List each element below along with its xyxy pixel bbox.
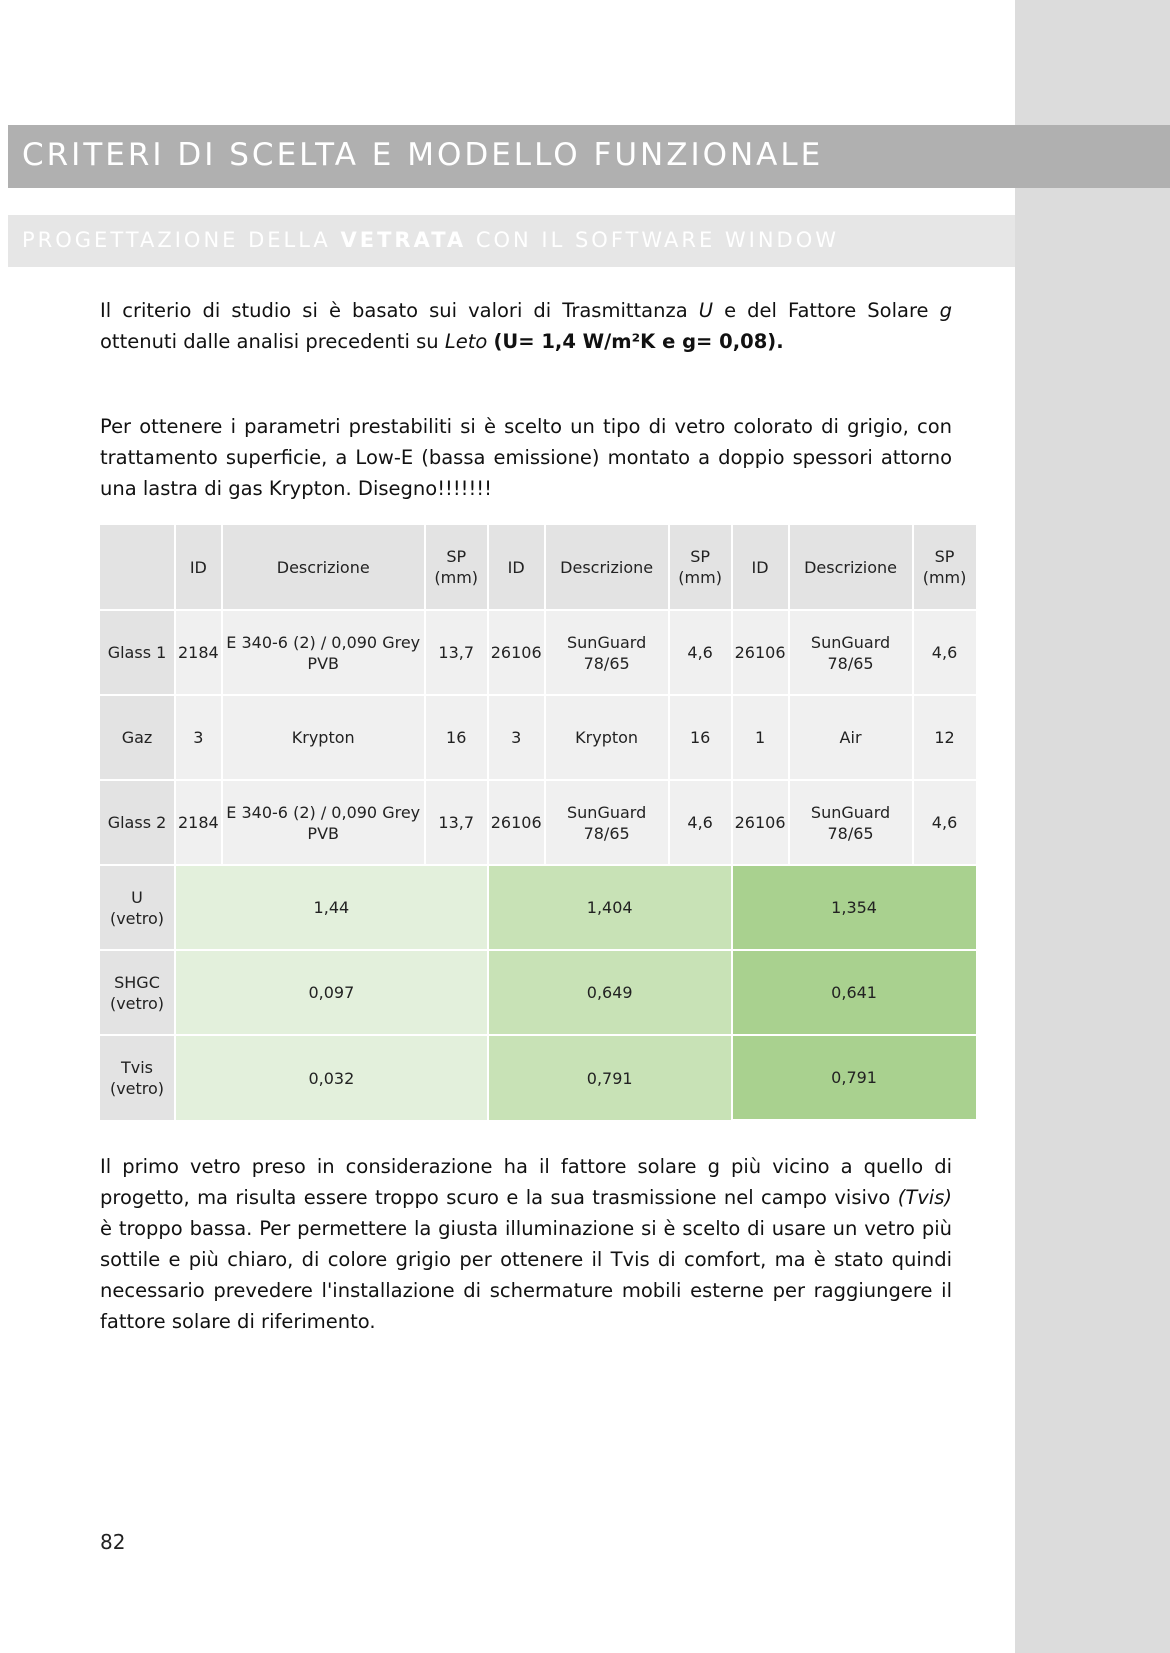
result-cell: 1,44 — [175, 865, 488, 950]
table-cell: 26106 — [732, 780, 789, 865]
table-cell: SunGuard 78/65 — [545, 610, 669, 695]
result-cell: 1,404 — [488, 865, 732, 950]
table-cell: 26106 — [488, 610, 545, 695]
intro-text-2: e del Fattore Solare — [713, 299, 940, 322]
header-cell — [100, 525, 175, 610]
intro-target-values: (U= 1,4 W/m²K e g= 0,08). — [493, 330, 784, 353]
header-cell: ID — [488, 525, 545, 610]
result-cell: 0,032 — [175, 1035, 488, 1120]
right-sidebar-band — [1015, 0, 1170, 1653]
table-header-row — [100, 525, 976, 610]
page-number: 82 — [100, 1530, 126, 1554]
glass-choice-paragraph: Per ottenere i parametri prestabiliti si è scelto un tipo di vetro colorato di grigio, con trattamento superficie, a Low-E (bassa emissione) montato a doppio spessori attorno una lastra di gas Krypton. Disegno!!!!!!! — [100, 415, 952, 500]
header-cell: ID — [175, 525, 222, 610]
table-cell: E 340-6 (2) / 0,090 Grey PVB — [222, 780, 425, 865]
table-cell: 12 — [913, 695, 976, 780]
section-title-bold: VETRATA — [340, 228, 467, 252]
result-cell: 1,354 — [732, 865, 976, 950]
conclusion-text-2: è troppo bassa. Per permettere la giusta illuminazione si è scelto di usare un vetro più sottile e più chiaro, di colore grigio per ottenere il Tvis di comfort, ma è stato quindi necessario prevedere l'installazione di schermature mobili esterne per raggiungere il fattore solare di riferimento. — [100, 1217, 952, 1333]
conclusion-tvis: (Tvis) — [897, 1186, 952, 1209]
intro-g-symbol: g — [939, 299, 952, 322]
table-cell: 16 — [425, 695, 488, 780]
conclusion-text-1: Il primo vetro preso in considerazione ha il fattore solare g più vicino a quello di progetto, ma risulta essere troppo scuro e la sua trasmissione nel campo visivo — [100, 1155, 952, 1209]
table-cell: 13,7 — [425, 610, 488, 695]
section-header-band — [8, 215, 1015, 267]
table-cell: SunGuard 78/65 — [789, 610, 913, 695]
header-cell: SP (mm) — [425, 525, 488, 610]
header-cell: Descrizione — [545, 525, 669, 610]
result-cell: 0,791 — [732, 1035, 976, 1120]
table-cell: Air — [789, 695, 913, 780]
row-label: Glass 1 — [100, 610, 175, 695]
header-cell: SP (mm) — [669, 525, 732, 610]
row-label: Tvis (vetro) — [100, 1035, 175, 1120]
intro-paragraph — [100, 295, 952, 357]
table-cell: 3 — [488, 695, 545, 780]
table-cell: 4,6 — [913, 780, 976, 865]
intro-text-1: Il criterio di studio si è basato sui valori di Trasmittanza — [100, 299, 699, 322]
result-cell: 0,097 — [175, 950, 488, 1035]
table-row — [100, 695, 976, 780]
header-cell: Descrizione — [789, 525, 913, 610]
intro-leto: Leto — [444, 330, 488, 353]
table-row — [100, 780, 976, 865]
table-cell: 16 — [669, 695, 732, 780]
intro-u-symbol: U — [698, 299, 714, 322]
row-label: Glass 2 — [100, 780, 175, 865]
header-cell: Descrizione — [222, 525, 425, 610]
result-row-shgc — [100, 950, 976, 1035]
table-cell: E 340-6 (2) / 0,090 Grey PVB — [222, 610, 425, 695]
row-label: SHGC (vetro) — [100, 950, 175, 1035]
table-cell: 3 — [175, 695, 222, 780]
chapter-title: CRITERI DI SCELTA E MODELLO FUNZIONALE — [22, 137, 824, 173]
table-cell: SunGuard 78/65 — [545, 780, 669, 865]
table-cell: 13,7 — [425, 780, 488, 865]
section-title — [22, 228, 839, 252]
table-cell: 1 — [732, 695, 789, 780]
table-cell: 26106 — [732, 610, 789, 695]
conclusion-paragraph — [100, 1151, 952, 1337]
glass-comparison-table — [100, 525, 976, 1121]
table-cell: 4,6 — [669, 610, 732, 695]
result-cell: 0,649 — [488, 950, 732, 1035]
result-cell: 0,791 — [488, 1035, 732, 1120]
table-cell: 2184 — [175, 780, 222, 865]
table-cell: 26106 — [488, 780, 545, 865]
table-cell: Krypton — [222, 695, 425, 780]
section-title-pre: PROGETTAZIONE DELLA — [22, 228, 341, 252]
header-cell: ID — [732, 525, 789, 610]
table-cell: Krypton — [545, 695, 669, 780]
table-cell: 2184 — [175, 610, 222, 695]
table-cell: SunGuard 78/65 — [789, 780, 913, 865]
row-label: Gaz — [100, 695, 175, 780]
header-cell: SP (mm) — [913, 525, 976, 610]
chapter-header-band — [8, 125, 1170, 188]
row-label: U (vetro) — [100, 865, 175, 950]
table-cell: 4,6 — [669, 780, 732, 865]
section-title-post: CON IL SOFTWARE WINDOW — [466, 228, 840, 252]
intro-text-3: ottenuti dalle analisi precedenti su — [100, 330, 445, 353]
result-row-tvis — [100, 1035, 976, 1120]
result-cell: 0,641 — [732, 950, 976, 1035]
result-row-u — [100, 865, 976, 950]
table-row — [100, 610, 976, 695]
table-cell: 4,6 — [913, 610, 976, 695]
